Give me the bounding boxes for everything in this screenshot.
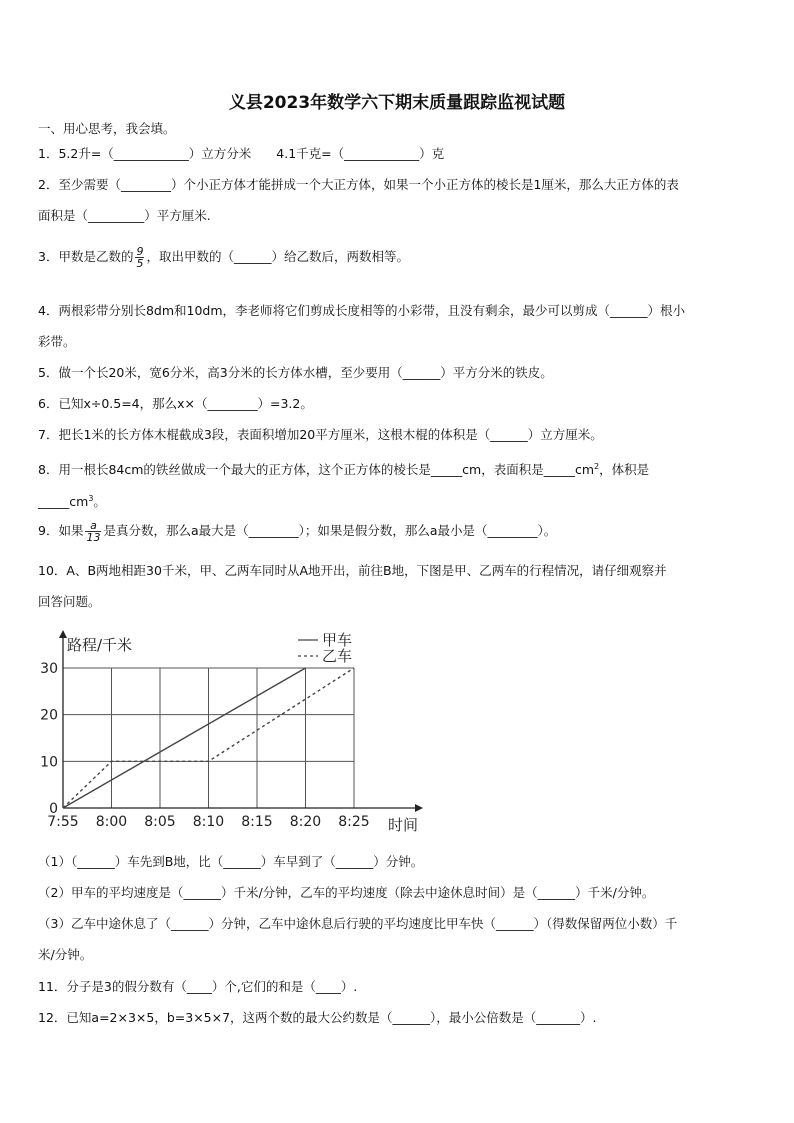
question-10-part-3-line-2: 米/分钟。	[38, 947, 93, 962]
distance-time-chart	[30, 628, 430, 838]
y-tick-label: 20	[40, 707, 58, 724]
question-10-part-3-line-1: （3）乙车中途休息了（______）分钟，乙车中途休息后行驶的平均速度比甲车快（______）（得数保留两位小数）千	[38, 916, 678, 931]
question-7: 7．把长1米的长方体木棍截成3段，表面积增加20平方厘米，这根木棍的体积是（______）立方厘米。	[38, 427, 603, 442]
question-9-text-post: 是真分数，那么a最大是（________）；如果是假分数，那么a最小是（________）。	[103, 523, 557, 538]
question-8-text-2: ，体积是	[599, 462, 650, 478]
y-tick-label: 10	[40, 754, 58, 771]
x-tick-label: 8:25	[338, 814, 370, 830]
question-10-line-2: 回答问题。	[38, 594, 101, 609]
legend-label-1: 甲车	[322, 631, 353, 649]
question-9	[38, 518, 760, 544]
legend-label-2: 乙车	[322, 647, 353, 665]
fraction-a-13	[85, 520, 101, 543]
question-4-line-2: 彩带。	[38, 334, 76, 349]
question-10-part-1: （1）（______）车先到B地，比（______）车早到了（______）分钟。	[38, 854, 424, 869]
y-axis-arrow	[59, 630, 67, 638]
section-heading: 一、用心思考，我会填。	[38, 121, 176, 136]
question-5: 5．做一个长20米，宽6分米，高3分米的长方体水槽，至少要用（______）平方分米的铁皮。	[38, 365, 553, 380]
question-10-line-1: 10．A、B两地相距30千米，甲、乙两车同时从A地开出，前往B地，下图是甲、乙两车的行程情况，请仔细观察并	[38, 563, 667, 578]
x-tick-label: 7:55	[47, 814, 79, 830]
question-11: 11．分子是3的假分数有（____）个,它们的和是（____）.	[38, 979, 358, 994]
fraction-9-5	[135, 246, 144, 269]
question-4-line-1: 4．两根彩带分别长8dm和10dm，李老师将它们剪成长度相等的小彩带，且没有剩余，最少可以剪成（______）根小	[38, 303, 686, 318]
series-line-1	[63, 668, 306, 808]
chart-grid	[63, 668, 354, 808]
question-3-text-post: ，取出甲数的（______）给乙数后，两数相等。	[146, 249, 409, 264]
y-axis-label: 路程/千米	[67, 636, 133, 654]
fraction-numerator: a	[85, 520, 101, 532]
x-tick-label: 8:20	[289, 814, 322, 830]
question-8-text-1: 8．用一根长84cm的铁丝做成一个最大的正方体，这个正方体的棱长是_____cm，表面积是_____cm	[38, 462, 595, 478]
page-title: 义县2023年数学六下期末质量跟踪监视试题	[228, 93, 566, 113]
question-1: 1．5.2升=（____________）立方分米 4.1千克=（____________）克	[38, 146, 445, 161]
x-axis-arrow	[415, 804, 423, 812]
superscript-3: 3	[88, 494, 94, 503]
question-8-text-4: 。	[93, 494, 106, 510]
fraction-denominator: 5	[136, 257, 144, 270]
chart-labels	[40, 631, 418, 834]
question-6: 6．已知x÷0.5=4，那么x×（________）=3.2。	[38, 396, 313, 411]
y-tick-label: 0	[49, 801, 58, 817]
question-2-line-1: 2．至少需要（________）个小正方体才能拼成一个大正方体，如果一个小正方体的棱长是1厘米，那么大正方体的表	[38, 177, 679, 192]
x-axis-label: 时间	[388, 816, 419, 834]
question-10-part-2: （2）甲车的平均速度是（______）千米/分钟，乙车的平均速度（除去中途休息时间）是（______）千米/分钟。	[38, 885, 655, 900]
x-tick-label: 8:10	[192, 814, 225, 830]
question-3	[38, 244, 760, 270]
question-12: 12．已知a=2×3×5，b=3×5×7，这两个数的最大公约数是（______），最小公倍数是（_______）.	[38, 1010, 597, 1025]
fraction-numerator: 9	[136, 245, 144, 258]
question-8-text-3: _____cm	[38, 494, 89, 510]
x-tick-label: 8:00	[95, 814, 128, 830]
question-8-line-2	[38, 490, 760, 511]
y-tick-label: 30	[40, 661, 58, 677]
question-3-text-pre: 3．甲数是乙数的	[38, 249, 134, 264]
question-8-line-1	[38, 458, 760, 479]
x-tick-label: 8:05	[144, 814, 176, 830]
chart-axes	[59, 630, 423, 812]
question-9-text-pre: 9．如果	[38, 523, 84, 538]
fraction-denominator: 13	[86, 531, 101, 544]
x-tick-label: 8:15	[241, 814, 273, 830]
question-2-line-2: 面积是（_________）平方厘米.	[38, 208, 211, 223]
superscript-2: 2	[594, 462, 600, 471]
